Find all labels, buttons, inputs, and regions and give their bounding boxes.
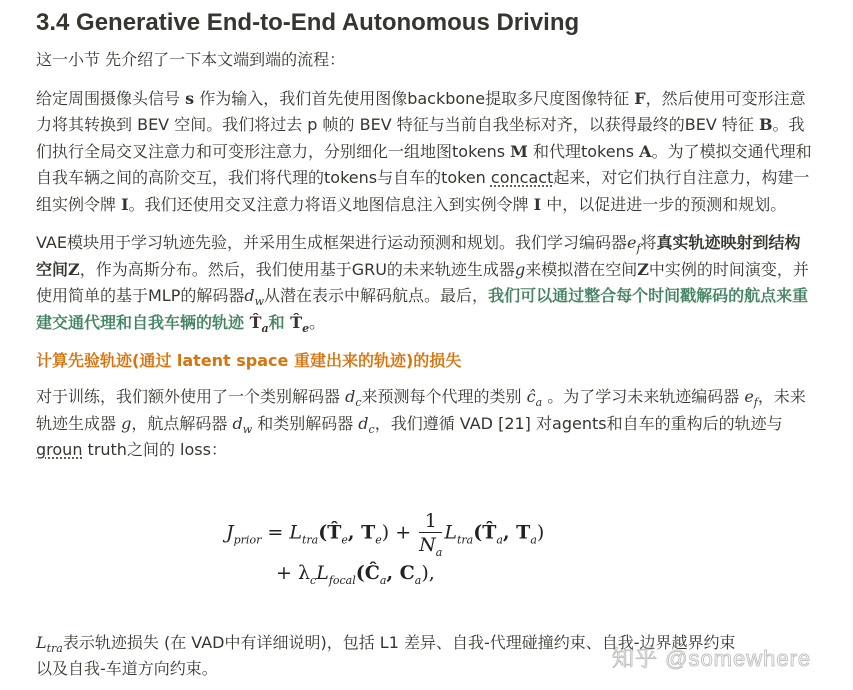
math-g: g: [514, 259, 526, 279]
math-dc-2: $d_c$: [358, 413, 375, 436]
math-ef: $e_f$: [626, 233, 641, 256]
math-Ta: $T̂_a$: [249, 312, 269, 335]
footer-paragraph: $L_{tra}$表示轨迹损失 (在 VAD中有详细说明)，包括 L1 差异、自我-代理碰撞约束、自我-边界越界约束 以及自我-车道方向约束。: [36, 633, 736, 678]
paragraph-vae: VAE模块用于学习轨迹先验，并采用生成框架进行运动预测和规划。我们学习编码器$e_f$将真实轨迹映射到结构空间Z，作为高斯分布。然后，我们使用基于GRU的未来轨迹生成器g来模拟潜在空间Z中实例的时间演变，并使用简单的基于MLP的解码器$d_w$从潜在表示中解码航点。最后，我们可以通过整合每个时间戳解码的航点来重建交通代理和自我车辆的轨迹 $T̂_a$和 $T̂_e$。: [36, 233, 809, 335]
bold-text: 真实轨迹映射到结构空间: [36, 233, 801, 279]
math-ca: $ĉ_a$: [526, 387, 543, 410]
fraction: $\frac{1}{N_a}$: [419, 510, 443, 559]
math-dc: $d_c$: [345, 387, 362, 410]
document-body: [36, 0, 816, 464]
underlined-word-2: groun: [36, 440, 83, 459]
underlined-word: concact: [490, 168, 554, 187]
math-Te: $T̂_e$: [290, 312, 310, 335]
formula-line-1: $J_{prior}$ = $L_{tra}(T̂_e$, $T_e$) + $\frac{1}{N_a}$ $L_{tra}(T̂_a$, $T_a$): [226, 510, 545, 559]
math-ef-2: $e_f$: [744, 387, 758, 410]
formula-line-2: + $\lambda_cL_{focal}(Ĉ_a$, $C_a$),: [276, 562, 435, 587]
highlight-green: 我们可以通过整合每个时间戳解码的航点来重建交通代理和自我车辆的轨迹: [36, 286, 809, 332]
math-M: M: [510, 141, 528, 161]
math-s: s: [185, 88, 195, 108]
math-g-2: g: [121, 413, 132, 433]
paragraph-pipeline: 给定周围摄像头信号 s 作为输入，我们首先使用图像backbone提取多尺度图像特征 F，然后使用可变形注意力将其转换到 BEV 空间。我们将过去 p 帧的 BEV 特征与当前自我坐标对齐，以获得最终的BEV 特征 B。我们执行全局交叉注意力和可变形注意力，分别细化一组地图tokens M 和代理tokens A。为了模拟交通代理和自我车辆之间的高阶交互，我们将代理的tokens与自车的token concact起来，对它们执行自注意力，构建一组实例令牌 I。我们还使用交叉注意力将语义地图信息注入到实例令牌 I 中，以促进进一步的预测和规划。: [36, 88, 812, 214]
math-F: F: [634, 88, 646, 108]
loss-heading: 计算先验轨迹(通过 latent space 重建出来的轨迹)的损失: [36, 351, 462, 370]
math-B: B: [758, 115, 773, 134]
math-dw-2: $d_w$: [232, 413, 253, 436]
watermark: 知乎 @somewhere: [612, 646, 812, 671]
math-Z: Z: [68, 259, 80, 279]
math-dw: $d_w$: [244, 286, 265, 309]
math-I: I: [121, 194, 129, 214]
math-Z-2: Z: [637, 259, 649, 279]
math-A: A: [639, 141, 652, 161]
section-title: 3.4 Generative End-to-End Autonomous Driving: [36, 9, 580, 36]
paragraph-training: 对于训练，我们额外使用了一个类别解码器 $d_c$来预测每个代理的类别 $ĉ_a$ 。为了学习未来轨迹编码器 $e_f$，未来轨迹生成器 g，航点解码器 $d_w$ 和类别解码器 $d_c$，我们遵循 VAD [21] 对agents和自车的重构后的轨迹与groun truth之间的 loss：: [36, 387, 806, 459]
intro-paragraph: 这一小节 先介绍了一下本文端到端的流程：: [36, 50, 346, 69]
math-Ltra: $L_{tra}$: [36, 633, 63, 656]
math-I-2: I: [533, 194, 542, 214]
